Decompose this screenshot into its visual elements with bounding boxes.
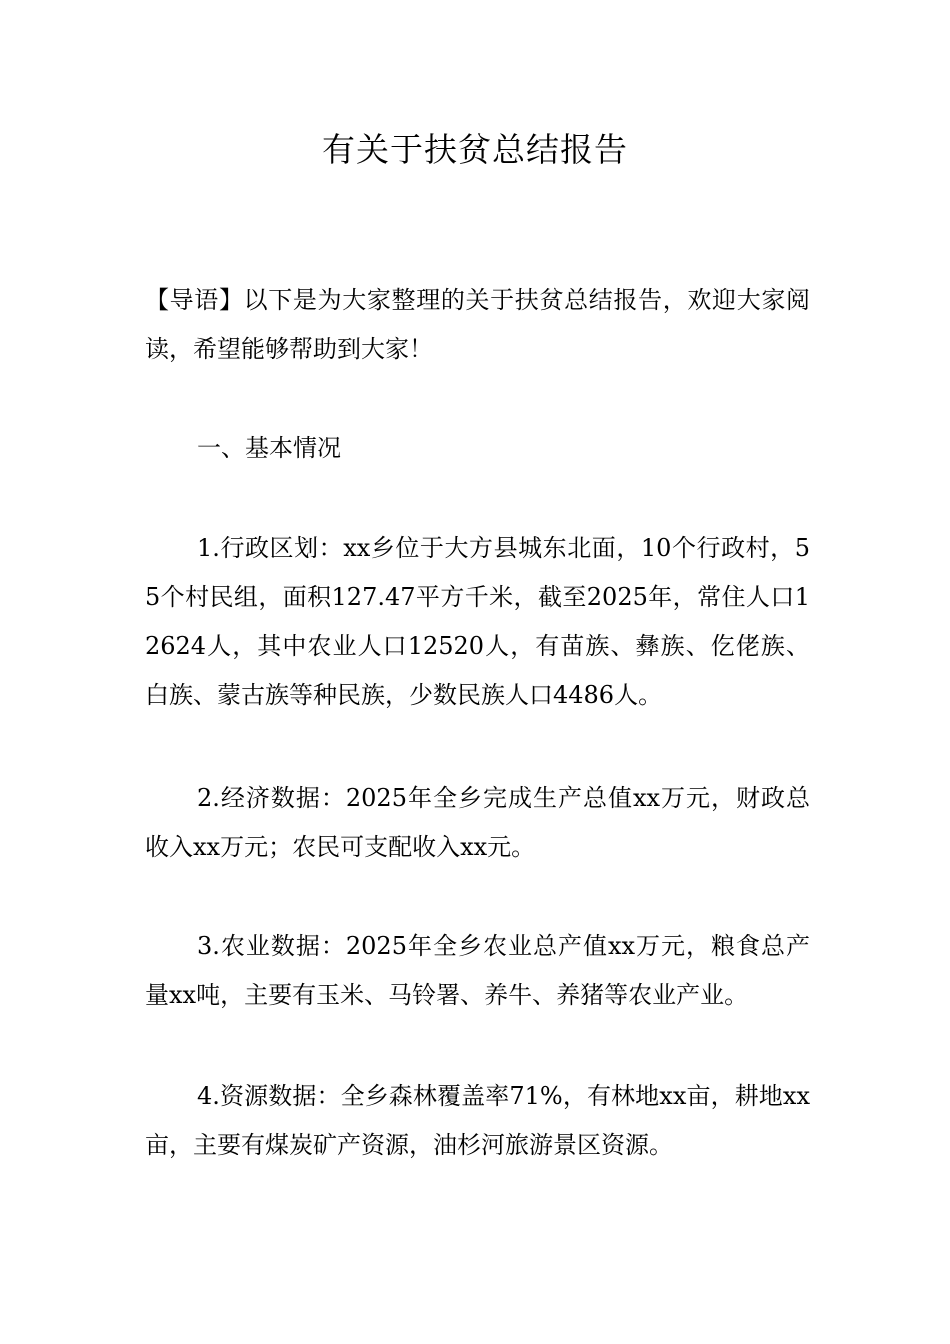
intro-paragraph: 【导语】以下是为大家整理的关于扶贫总结报告，欢迎大家阅读，希望能够帮助到大家！ <box>145 286 810 363</box>
paragraph-resources: 4.资源数据：全乡森林覆盖率71%，有林地xx亩，耕地xx亩，主要有煤炭矿产资源，油杉河旅游景区资源。 <box>145 1082 810 1159</box>
paragraph-agriculture: 3.农业数据：2025年全乡农业总产值xx万元，粮食总产量xx吨，主要有玉米、马铃署、养牛、养猪等农业产业。 <box>145 932 810 1009</box>
document-title: 有关于扶贫总结报告 <box>322 130 628 169</box>
paragraph-economy: 2.经济数据：2025年全乡完成生产总值xx万元，财政总收入xx万元；农民可支配收入xx元。 <box>145 784 810 861</box>
paragraph-administrative: 1.行政区划：xx乡位于大方县城东北面，10个行政村，55个村民组，面积127.47平方千米，截至2025年，常住人口12624人，其中农业人口12520人，有苗族、彝族、仡佬族、白族、蒙古族等种民族，少数民族人口4486人。 <box>145 534 810 709</box>
section-heading: 一、基本情况 <box>197 434 341 462</box>
